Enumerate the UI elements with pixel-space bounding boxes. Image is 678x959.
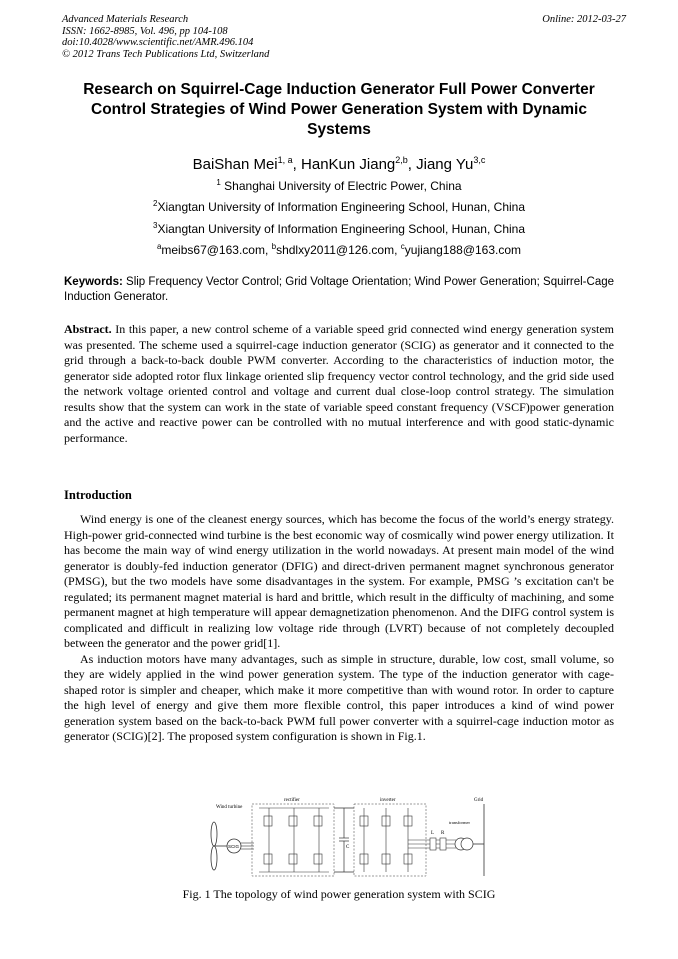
inverter-label: inverter xyxy=(380,798,396,803)
copyright-line: © 2012 Trans Tech Publications Ltd, Switzerland xyxy=(62,48,270,60)
journal-name: Advanced Materials Research xyxy=(62,14,189,25)
inverter-switches xyxy=(360,808,412,872)
author-sup: 3,c xyxy=(473,155,486,165)
affiliation-text: Xiangtan University of Information Engineering School, Hunan, China xyxy=(157,222,525,236)
inductor-label: L xyxy=(431,831,435,836)
author-separator: , xyxy=(407,156,417,173)
email-sup: c xyxy=(400,242,405,251)
affiliation-3 xyxy=(62,218,616,237)
figure-caption: Fig. 1 The topology of wind power generation system with SCIG xyxy=(182,887,496,901)
affiliation-sup: 3 xyxy=(153,221,158,230)
introduction-body xyxy=(64,512,614,745)
keywords-text: Slip Frequency Vector Control; Grid Voltage Orientation; Wind Power Generation; Squirrel-Cage Induction Generator. xyxy=(64,276,614,303)
rectifier-block xyxy=(252,804,334,876)
keywords-label: Keywords: xyxy=(64,276,123,288)
email-line xyxy=(62,239,616,258)
affiliation-text: Shanghai University of Electric Power, China xyxy=(220,179,462,193)
affiliation-1 xyxy=(62,175,616,194)
doi-line: doi:10.4028/www.scientific.net/AMR.496.104 xyxy=(62,37,254,48)
author-sup: 1, a xyxy=(277,155,293,165)
abstract-label: Abstract. xyxy=(64,322,112,336)
affiliation-text: Xiangtan University of Information Engineering School, Hunan, China xyxy=(157,200,525,214)
rectifier-label: rectifier xyxy=(284,798,300,803)
rectifier-switches xyxy=(259,808,329,872)
journal-header xyxy=(62,14,269,60)
issn-line: ISSN: 1662-8985, Vol. 496, pp 104-108 xyxy=(62,25,228,37)
paragraph: Wind energy is one of the cleanest energy sources, which has become the focus of the world’s energy strategy. High-power grid-connected wind turbine is the best economic way of cosmically wind power energy utilization. It has become the main way of wind energy utilization in the world nowadays. At present main model of the wind generator is doubly-fed induction generator (DFIG) and direct-driven permanent magnet synchronous generator (PMSG), but the two models have some disadvantages in the system. For example, PMSG ’s excitation can't be regulated; its permanent magnet material is hard and brittle, which result in the difficulty of machining, and some permanent magnet at high temperature will appear demagnetization phenomenon. And the DIFG control system is complicated and difficult in realizing low voltage ride through (LVRT) because of not completely decoupled between the generator and the power grid[1]. xyxy=(64,512,614,650)
scig-label: SCIG xyxy=(228,844,240,849)
email-link[interactable]: shdlxy2011@126.com, xyxy=(276,243,401,257)
section-heading: Introduction xyxy=(64,488,132,502)
topology-figure xyxy=(204,794,494,878)
affiliation-sup: 2 xyxy=(153,199,158,208)
dc-link-capacitor xyxy=(334,808,354,872)
grid-filter xyxy=(408,838,456,850)
abstract-text: In this paper, a new control scheme of a variable speed grid connected wind energy generation system was presented. The scheme used a squirrel-cage induction generator (SCIG) as generator and it connected to the grid through a back-to-back double PWM converter. According to the characteristics of induction motor, the generator side adopted rotor flux linkage oriented slip frequency vector control technology, and the grid side used the network voltage oriented control and voltage and current dual close-loop control strategy. The simulation results show that the system can work in the state of variable speed constant frequency (VSCF)power generation and the active and reactive power can be controlled with no mutual interference and with good static-dynamic performance. xyxy=(64,322,614,445)
author-name: HanKun Jiang xyxy=(301,156,396,173)
email-link[interactable]: meibs67@163.com, xyxy=(161,243,272,257)
author-name: Jiang Yu xyxy=(416,156,474,173)
paragraph: As induction motors have many advantages, such as simple in structure, durable, low cost, small volume, so they are widely applied in the wind power generation system. The type of the induction generator with cage-shaped rotor is simpler and cheaper, which make it more competitive than with wound rotor. In order to capture the high level of energy and give them more flexible control, this paper introduces a kind of wind power generation system based on the back-to-back PWM full power converter with a squirrel-cage induction motor as generator (SCIG)[2]. The proposed system configuration is shown in Fig.1. xyxy=(64,651,614,743)
email-sup: a xyxy=(156,242,162,251)
paper-title: Research on Squirrel-Cage Induction Generator Full Power Converter Control Strategies of Wind Power Generation System with Dynamic Systems xyxy=(83,81,595,138)
keywords-block xyxy=(64,275,614,305)
abstract-block xyxy=(64,322,614,446)
online-date: Online: 2012-03-27 xyxy=(542,14,626,25)
grid-bus xyxy=(473,804,484,876)
turbine-label: Wind turbine xyxy=(216,805,243,810)
email-sup: b xyxy=(271,242,277,251)
transformer-icon xyxy=(455,838,473,850)
grid-label: Grid xyxy=(474,798,484,803)
author-name: BaiShan Mei xyxy=(192,156,278,173)
capacitor-label: C xyxy=(346,845,350,850)
author-sup: 2,b xyxy=(395,155,408,165)
resistor-label: R xyxy=(441,831,445,836)
wind-turbine-icon xyxy=(211,822,228,870)
email-link[interactable]: yujiang188@163.com xyxy=(404,243,522,257)
transformer-label: transformer xyxy=(449,820,470,825)
affiliation-2 xyxy=(62,196,616,215)
affiliation-sup: 1 xyxy=(216,178,221,187)
author-line xyxy=(62,150,616,175)
author-separator: , xyxy=(292,156,302,173)
